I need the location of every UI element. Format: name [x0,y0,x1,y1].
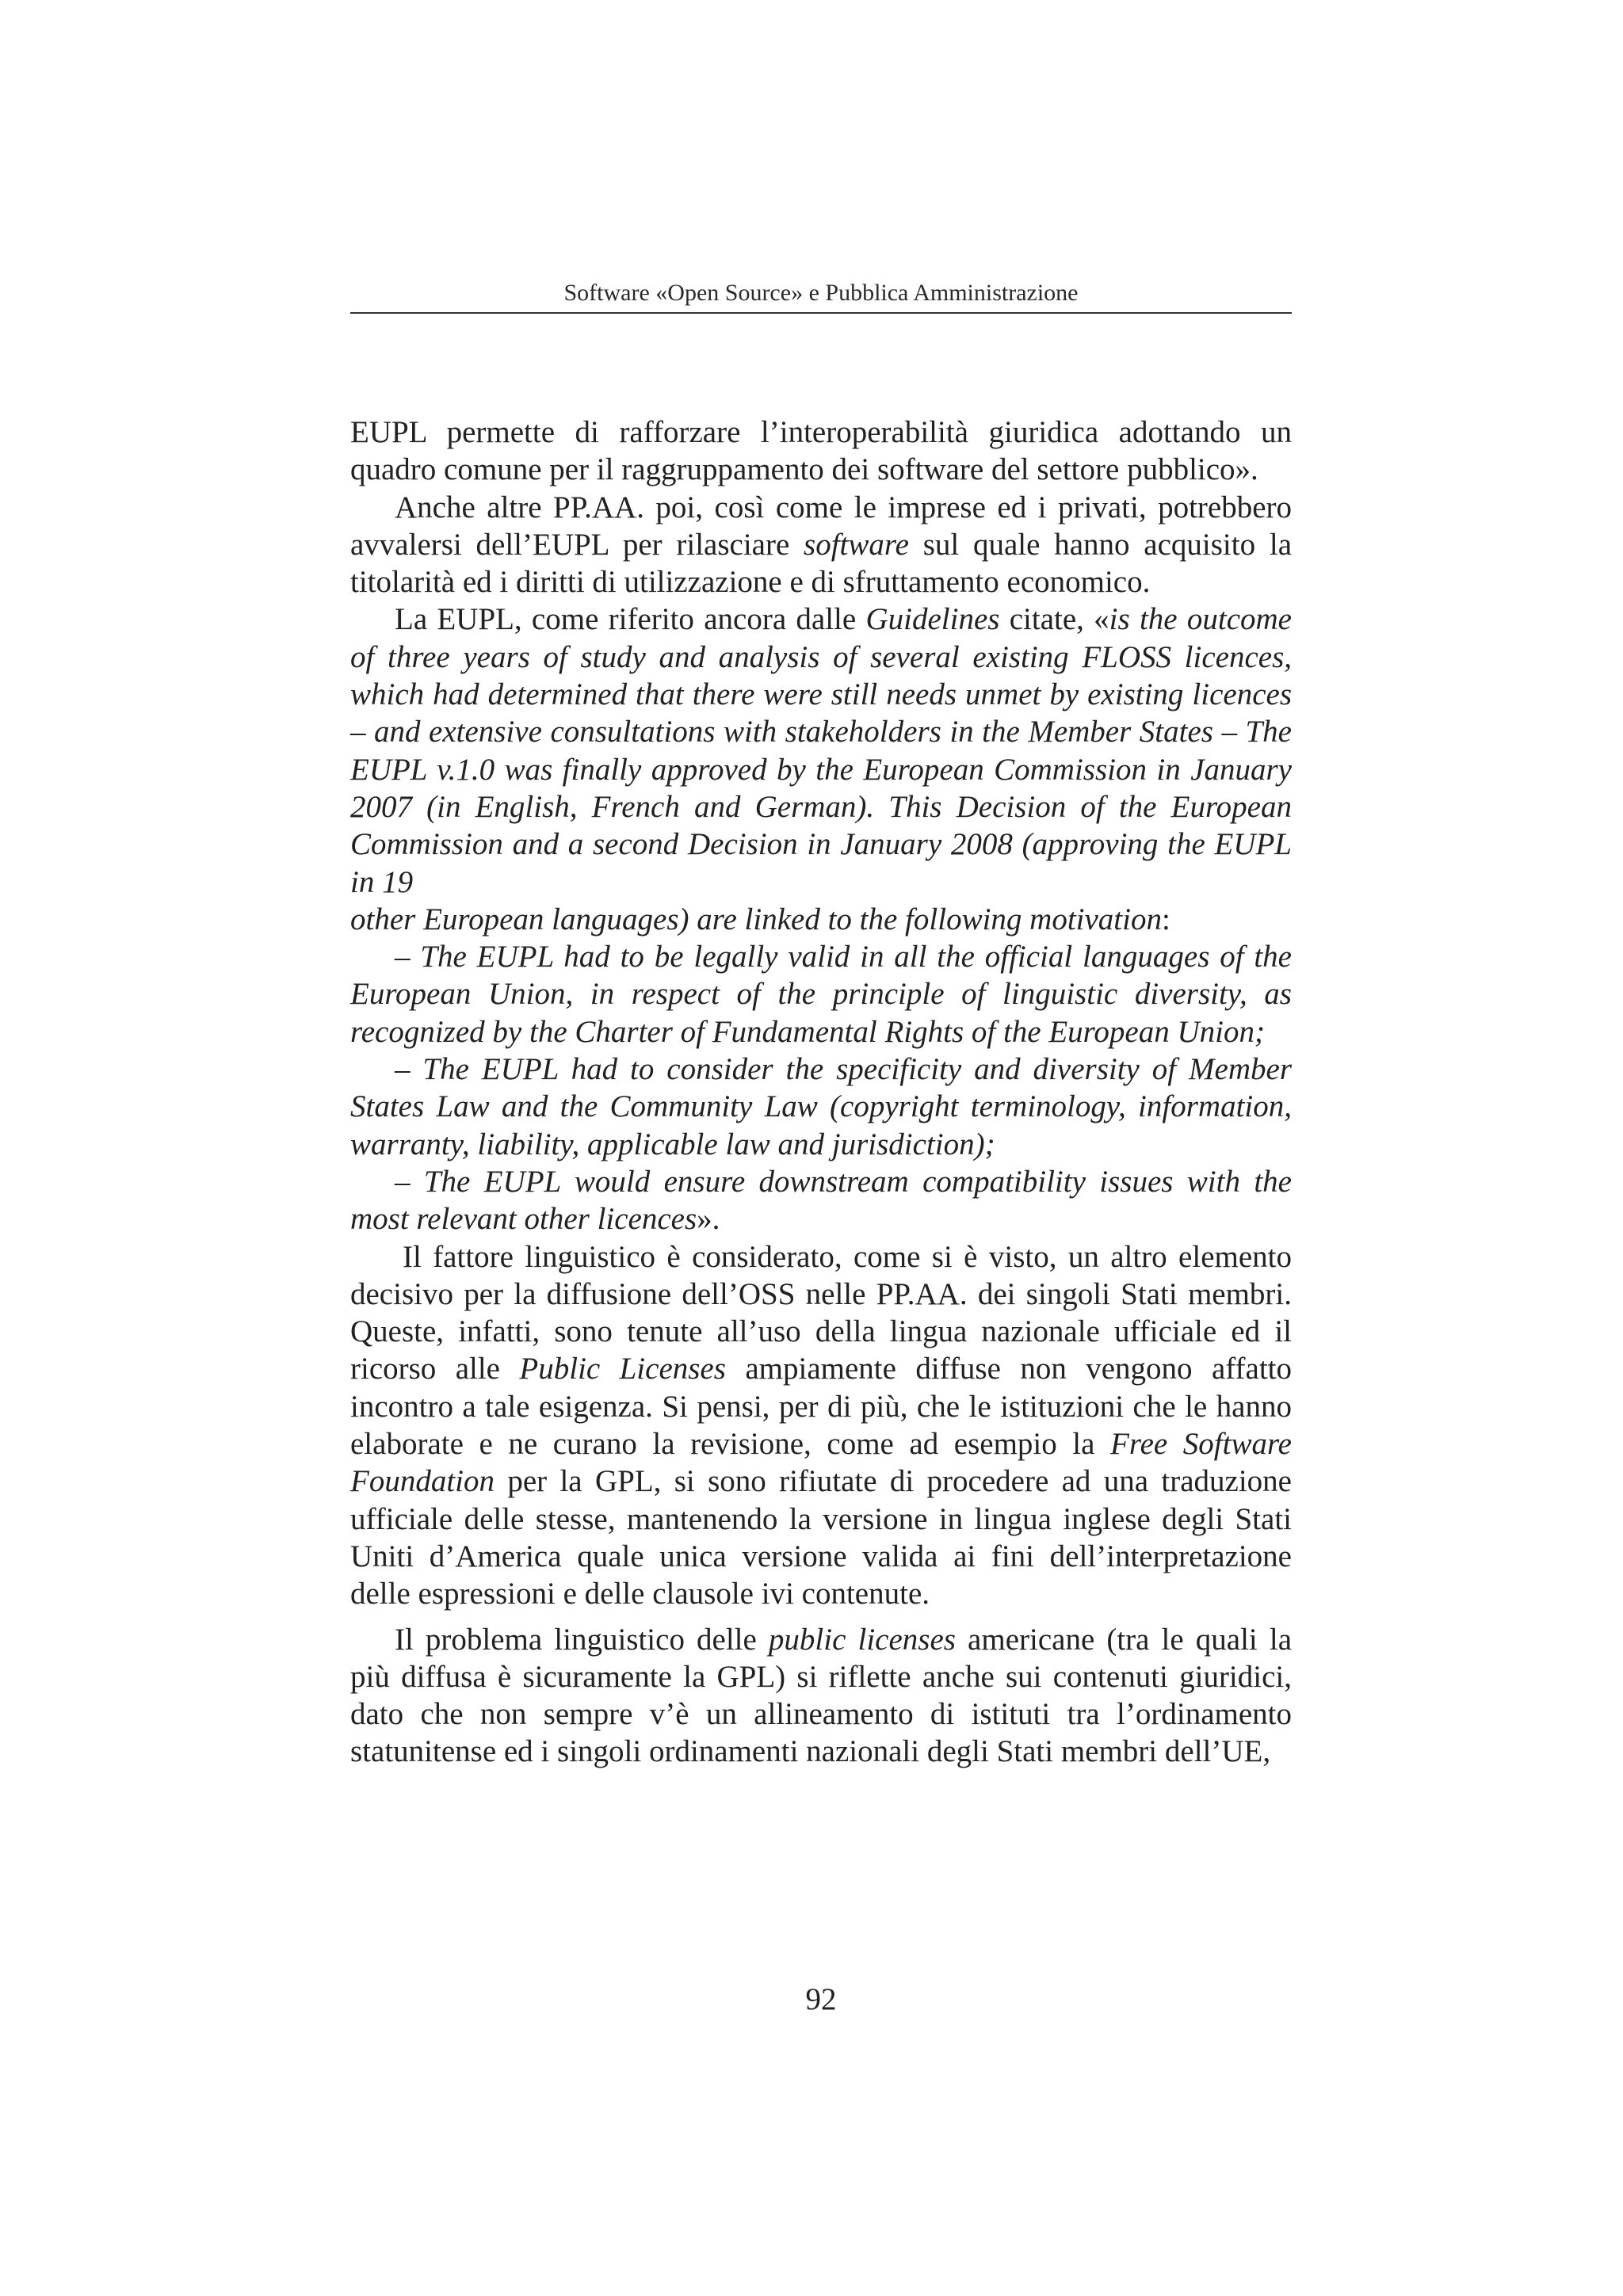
paragraph-4: Il fattore linguistico è considerato, come si è visto, un altro elemento decisivo per la diffusione dell’OSS nelle PP.AA. dei singoli Stati membri. Queste, infatti, sono tenute all’uso della lingua nazionale ufficiale ed il ricorso alle Public Licenses ampiamente diffuse non vengono affatto incontro a tale esigenza. Si pensi, per di più, che le istituzioni che le hanno elaborate e ne curano la revisione, come ad esempio la Free Software Foundation per la GPL, si sono rifiutate di procedere ad una traduzione ufficiale delle stesse, mantenendo la versione in lingua inglese degli Stati Uniti d’America quale unica versione valida ai fini dell’interpretazione delle espressioni e delle clausole ivi contenute. [350,1239,1293,1611]
paragraph-2: Anche altre PP.AA. poi, così come le imprese ed i privati, potrebbero avvalersi dell’EUPL per rilasciare software sul quale hanno acquisito la titolarità ed i diritti di utilizzazione e di sfruttamento economico. [350,490,1293,600]
quote-intro: is the outcome of three years of study and analysis of several existing FLOSS licences, which had determined that there were still needs unmet by existing licences – and extensive consultations with stakeholders in the Member States – The EUPL v.1.0 was finally approved by the European Commission in January 2007 (in English, French and German). This Decision of the European Commission and a second Decision in January 2008 (approving the EUPL in 19 [350,602,1292,899]
italic-public-licenses: Public Licenses [519,1352,726,1386]
quote-intro-line-2: other European languages) are linked to the following motivation: [350,902,1170,936]
body-text [350,414,1292,1771]
italic-public-licenses-2: public licenses [768,1622,956,1657]
paragraph-3: La EUPL, come riferito ancora dalle Guidelines citate, «is the outcome of three years of study and analysis of several existing FLOSS licences, which had determined that there were still needs unmet by existing licences – and extensive consultations with stakeholders in the Member States – The EUPL v.1.0 was finally approved by the European Commission in January 2007 (in English, French and German). This Decision of the European Commission and a second Decision in January 2008 (approving the EUPL in 19 [350,602,1292,899]
quote-item-3: – The EUPL would ensure downstream compatibility issues with the most relevant other licences». [350,1164,1292,1237]
italic-guidelines: Guidelines [865,602,1000,637]
running-header: Software «Open Source» e Pubblica Amministrazione [563,280,1079,306]
paragraph-5: Il problema linguistico delle public licenses americane (tra le quali la più diffusa è sicuramente la GPL) si riflette anche sui contenuti giuridici, dato che non sempre v’è un allineamento di istituti tra l’ordinamento statunitense ed i singoli ordinamenti nazionali degli Stati membri dell’UE, [350,1622,1292,1769]
header-rule [350,312,1292,314]
page-number: 92 [805,1982,837,2016]
italic-free-software-foundation: Free Software Foundation [350,1427,1292,1499]
italic-software: software [804,527,909,562]
quote-item-2: – The EUPL had to consider the specificity and diversity of Member States Law and the Community Law (copyright terminology, information, warranty, liability, applicable law and jurisdiction); [350,1052,1292,1161]
paragraph-1: EUPL permette di rafforzare l’interoperabilità giuridica adottando un quadro comune per il raggruppamento dei software del settore pubblico». [350,415,1292,487]
quote-item-1: – The EUPL had to be legally valid in all the official languages of the European Union, in respect of the principle of linguistic diversity, as recognized by the Charter of Fundamental Rights of the European Union; [350,940,1292,1049]
